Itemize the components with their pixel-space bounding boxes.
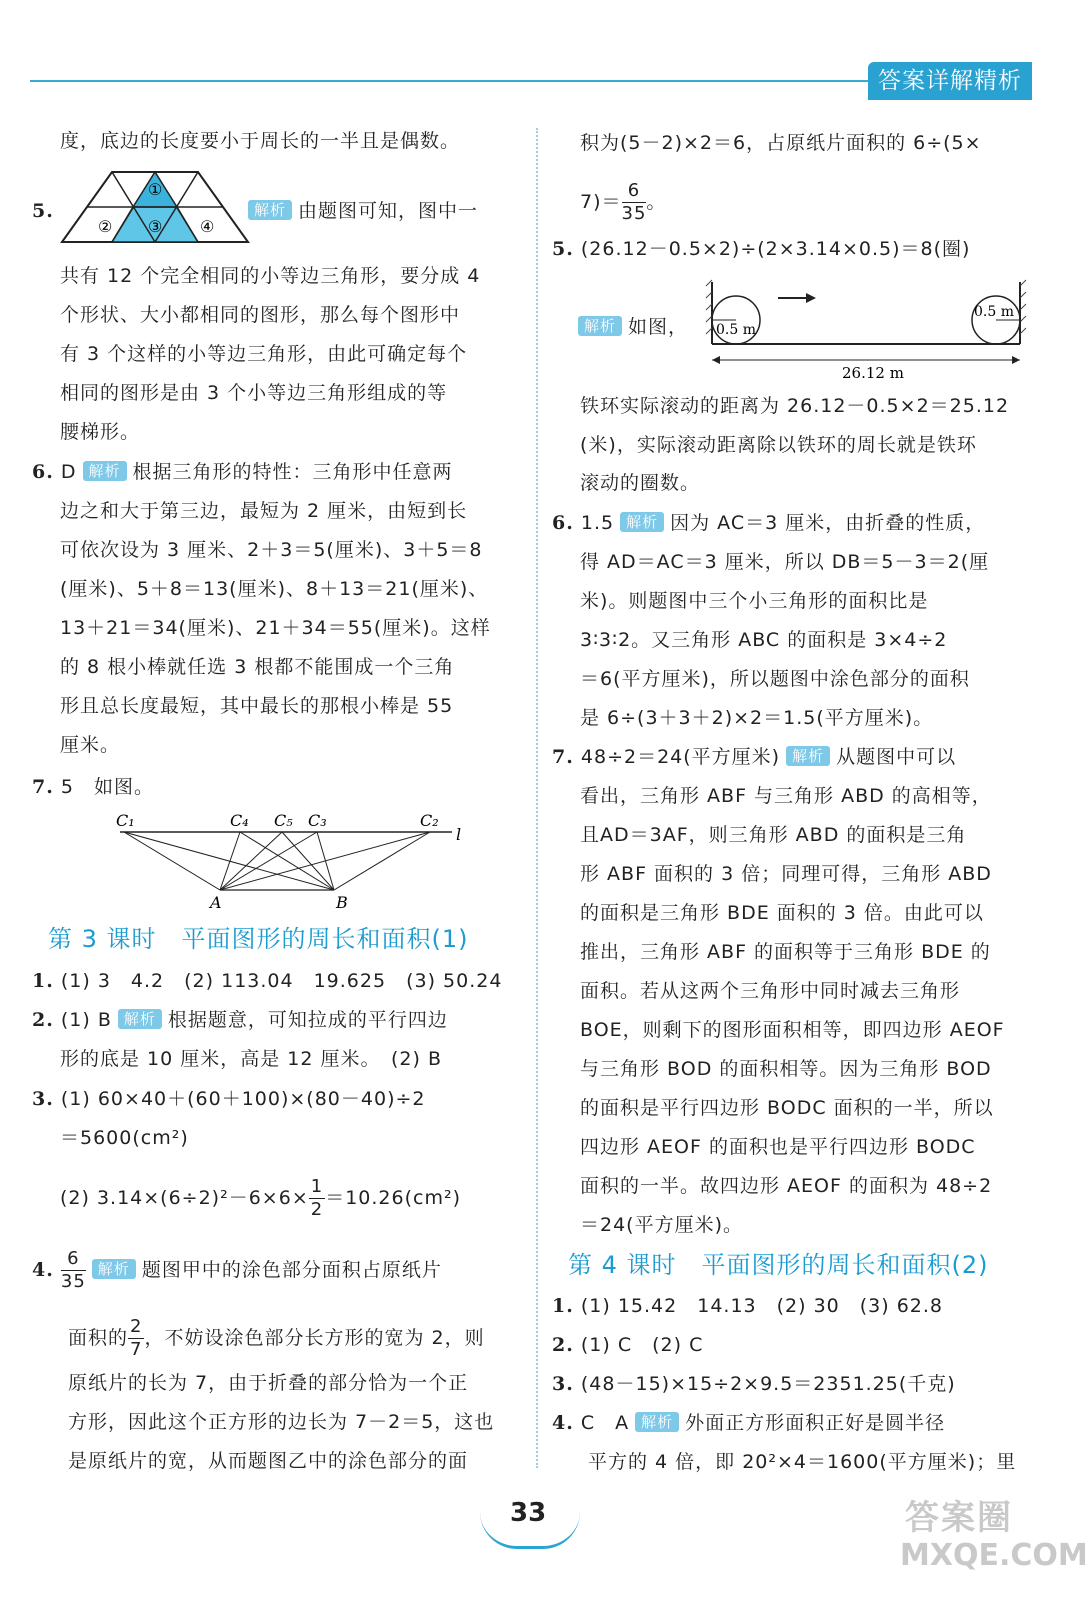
text-line: 看出，三角形 ABF 与三角形 ABD 的高相等， bbox=[580, 785, 992, 807]
radius-label: 0.5 m bbox=[974, 304, 1014, 320]
radius-label: 0.5 m bbox=[716, 322, 756, 338]
analysis-tag: 解析 bbox=[578, 316, 622, 336]
text-span: 5 如图。 bbox=[60, 776, 154, 798]
text-span: (2) 3.14×(6÷2)²－6×6× bbox=[60, 1187, 309, 1209]
text-line bbox=[60, 1176, 461, 1221]
text-line: 方形，因此这个正方形的边长为 7－2＝5，这也 bbox=[68, 1411, 495, 1433]
text-line bbox=[32, 459, 453, 485]
answer: 1.5 bbox=[580, 512, 615, 534]
text-line bbox=[572, 314, 688, 340]
watermark-url: MXQE.COM bbox=[900, 1538, 1088, 1573]
fraction: $\frac{2}{7}$ bbox=[130, 1316, 143, 1360]
text-line bbox=[552, 510, 985, 536]
text-line: 形且总长度最短，其中最长的那根小棒是 55 bbox=[60, 695, 454, 717]
text-line: 相同的图形是由 3 个小等边三角形组成的等 bbox=[60, 382, 448, 404]
text-line: 原纸片的长为 7，由于折叠的部分恰为一个正 bbox=[68, 1372, 469, 1394]
text-line bbox=[552, 1293, 943, 1319]
text-line: 厘米。 bbox=[60, 734, 121, 756]
analysis-tag: 解析 bbox=[620, 512, 664, 532]
question-number: 2. bbox=[552, 1334, 574, 1356]
text-span: (26.12－0.5×2)÷(2×3.14×0.5)＝8(圈) bbox=[580, 238, 971, 260]
length-label: 26.12 m bbox=[842, 364, 904, 382]
watermark: 答案圈 bbox=[905, 1498, 1013, 1538]
text-line bbox=[32, 1086, 426, 1112]
answer: 48÷2＝24(平方厘米) bbox=[580, 746, 781, 768]
text-line bbox=[552, 744, 956, 770]
points-figure bbox=[112, 810, 472, 912]
fraction: $\frac{1}{2}$ bbox=[310, 1176, 324, 1220]
text-line: 形的底是 10 厘米，高是 12 厘米。 (2) B bbox=[60, 1048, 443, 1070]
text-span: (1) 60×40＋(60＋100)×(80－40)÷2 bbox=[60, 1088, 426, 1110]
question-number: 4. bbox=[32, 1259, 54, 1281]
text-line: 米)。则题图中三个小三角形的面积比是 bbox=[580, 590, 929, 612]
text-line bbox=[32, 774, 154, 800]
text-line bbox=[552, 1371, 956, 1397]
text-line: 且AD＝3AF，则三角形 ABD 的面积是三角 bbox=[580, 824, 967, 846]
analysis-tag: 解析 bbox=[92, 1259, 136, 1279]
text-line: 共有 12 个完全相同的小等边三角形，要分成 4 bbox=[60, 265, 481, 287]
question-number: 3. bbox=[552, 1373, 574, 1395]
text-span: 根据三角形的特性：三角形中任意两 bbox=[132, 461, 453, 483]
question-number: 6. bbox=[552, 512, 574, 534]
figure-label: ④ bbox=[200, 217, 215, 236]
text-span: 由题图可知，图中一 bbox=[298, 200, 479, 222]
text-line: ＝6(平方厘米)，所以题图中涂色部分的面积 bbox=[580, 668, 970, 690]
figure-label: ③ bbox=[148, 217, 163, 236]
text-line: 3∶3∶2。又三角形 ABC 的面积是 3×4÷2 bbox=[580, 629, 948, 651]
text-line bbox=[552, 1332, 703, 1358]
text-span: (48－15)×15÷2×9.5＝2351.25(千克) bbox=[580, 1373, 956, 1395]
text-line: 是 6÷(3＋3＋2)×2＝1.5(平方厘米)。 bbox=[580, 707, 934, 729]
text-span: 因为 AC＝3 厘米，由折叠的性质， bbox=[670, 512, 986, 534]
text-line: 的面积是平行四边形 BODC 面积的一半，所以 bbox=[580, 1097, 994, 1119]
text-line: (米)，实际滚动距离除以铁环的周长就是铁环 bbox=[580, 434, 977, 456]
fraction: $\frac{6}{35}$ bbox=[60, 1248, 86, 1292]
answer: D bbox=[60, 461, 77, 483]
text-span: 外面正方形面积正好是圆半径 bbox=[685, 1412, 946, 1434]
page-number: 33 bbox=[510, 1498, 547, 1528]
question-number: 1. bbox=[32, 970, 54, 992]
text-line: 推出，三角形 ABF 的面积等于三角形 BDE 的 bbox=[580, 941, 991, 963]
question-number: 7. bbox=[32, 776, 54, 798]
section-title: 第 3 课时 平面图形的周长和面积(1) bbox=[48, 925, 469, 953]
question-number: 1. bbox=[552, 1295, 574, 1317]
point-label: A bbox=[210, 893, 222, 912]
text-line: 面积的一半。故四边形 AEOF 的面积为 48÷2 bbox=[580, 1175, 993, 1197]
text-line: ＝5600(cm²) bbox=[60, 1127, 189, 1149]
point-label: C₃ bbox=[308, 811, 327, 830]
analysis-tag: 解析 bbox=[248, 200, 292, 220]
section-title: 第 4 课时 平面图形的周长和面积(2) bbox=[568, 1251, 989, 1279]
point-label: C₂ bbox=[420, 811, 439, 830]
text-line: 13＋21＝34(厘米)、21＋34＝55(厘米)。这样 bbox=[60, 617, 491, 639]
point-label: C₁ bbox=[116, 811, 135, 830]
header-tab: 答案详解精析 bbox=[868, 62, 1032, 100]
text-line: 得 AD＝AC＝3 厘米，所以 DB＝5－3＝2(厘 bbox=[580, 551, 990, 573]
text-line bbox=[32, 1248, 442, 1293]
text-line: 是原纸片的宽，从而题图乙中的涂色部分的面 bbox=[68, 1450, 469, 1472]
analysis-tag: 解析 bbox=[83, 461, 127, 481]
text-span: 7)＝ bbox=[580, 191, 622, 213]
question-number: 3. bbox=[32, 1088, 54, 1110]
text-line: 可依次设为 3 厘米、2＋3＝5(厘米)、3＋5＝8 bbox=[60, 539, 483, 561]
analysis-tag: 解析 bbox=[118, 1009, 162, 1029]
text-line: 铁环实际滚动的距离为 26.12－0.5×2＝25.12 bbox=[580, 395, 1010, 417]
question-number: 7. bbox=[552, 746, 574, 768]
triangle-figure bbox=[60, 170, 250, 244]
text-line bbox=[552, 236, 970, 262]
text-span: 面积的 bbox=[68, 1327, 129, 1349]
header-rule bbox=[30, 80, 868, 82]
text-line: (厘米)、5＋8＝13(厘米)、8＋13＝21(厘米)、 bbox=[60, 578, 489, 600]
text-line: 的 8 根小棒就任选 3 根都不能围成一个三角 bbox=[60, 656, 455, 678]
text-line: 个形状、大小都相同的图形，那么每个图形中 bbox=[60, 304, 461, 326]
text-line: 四边形 AEOF 的面积也是平行四边形 BODC bbox=[580, 1136, 976, 1158]
text-line bbox=[68, 1316, 485, 1361]
text-line: 与三角形 BOD 的面积相等。因为三角形 BOD bbox=[580, 1058, 992, 1080]
fraction: $\frac{6}{35}$ bbox=[621, 180, 647, 224]
text-span: 如图， bbox=[628, 316, 689, 338]
point-label: C₄ bbox=[230, 811, 249, 830]
answer: (1) B bbox=[60, 1009, 112, 1031]
text-line: ＝24(平方厘米)。 bbox=[580, 1214, 744, 1236]
point-label: B bbox=[336, 893, 348, 912]
text-line: 边之和大于第三边，最短为 2 厘米，由短到长 bbox=[60, 500, 468, 522]
text-span: ，不妨设涂色部分长方形的宽为 2，则 bbox=[144, 1327, 485, 1349]
question-number: 5. bbox=[32, 200, 54, 222]
figure-label: ② bbox=[98, 217, 113, 236]
text-line bbox=[580, 180, 666, 225]
text-span: 。 bbox=[646, 191, 667, 213]
question-number: 5. bbox=[552, 238, 574, 260]
question-number: 4. bbox=[552, 1412, 574, 1434]
text-span: 从题图中可以 bbox=[836, 746, 957, 768]
text-span: 题图甲中的涂色部分面积占原纸片 bbox=[141, 1259, 442, 1281]
figure-label: ① bbox=[148, 180, 163, 199]
text-span: ＝10.26(cm²) bbox=[325, 1187, 461, 1209]
text-line: 积为(5－2)×2＝6，占原纸片面积的 6÷(5× bbox=[580, 132, 982, 154]
text-line: 腰梯形。 bbox=[60, 421, 141, 443]
text-line: 平方的 4 倍，即 20²×4＝1600(平方厘米)；里 bbox=[588, 1451, 1017, 1473]
text-line: 面积。若从这两个三角形中同时减去三角形 bbox=[580, 980, 961, 1002]
text-line bbox=[32, 968, 502, 994]
analysis-tag: 解析 bbox=[786, 746, 830, 766]
line-label: l bbox=[456, 825, 462, 844]
text-line: 度，底边的长度要小于周长的一半且是偶数。 bbox=[60, 130, 461, 152]
text-line: 有 3 个这样的小等边三角形，由此可确定每个 bbox=[60, 343, 468, 365]
text-line bbox=[242, 198, 478, 224]
hoop-figure bbox=[702, 276, 1032, 384]
text-span: (1) C (2) C bbox=[580, 1334, 704, 1356]
text-line: 形 ABF 面积的 3 倍；同理可得，三角形 ABD bbox=[580, 863, 992, 885]
text-span: 根据题意，可知拉成的平行四边 bbox=[167, 1009, 448, 1031]
text-line: 滚动的圈数。 bbox=[580, 472, 701, 494]
text-span: (1) 3 4.2 (2) 113.04 19.625 (3) 50.24 bbox=[60, 970, 503, 992]
question-number: 2. bbox=[32, 1009, 54, 1031]
text-span: (1) 15.42 14.13 (2) 30 (3) 62.8 bbox=[580, 1295, 944, 1317]
point-label: C₅ bbox=[274, 811, 293, 830]
column-divider bbox=[536, 128, 538, 1468]
text-line: BOE，则剩下的图形面积相等，即四边形 AEOF bbox=[580, 1019, 1005, 1041]
text-line bbox=[32, 1007, 448, 1033]
text-line bbox=[552, 1410, 945, 1436]
answer: C A bbox=[580, 1412, 630, 1434]
text-line: 的面积是三角形 BDE 面积的 3 倍。由此可以 bbox=[580, 902, 984, 924]
analysis-tag: 解析 bbox=[635, 1412, 679, 1432]
question-number: 6. bbox=[32, 461, 54, 483]
